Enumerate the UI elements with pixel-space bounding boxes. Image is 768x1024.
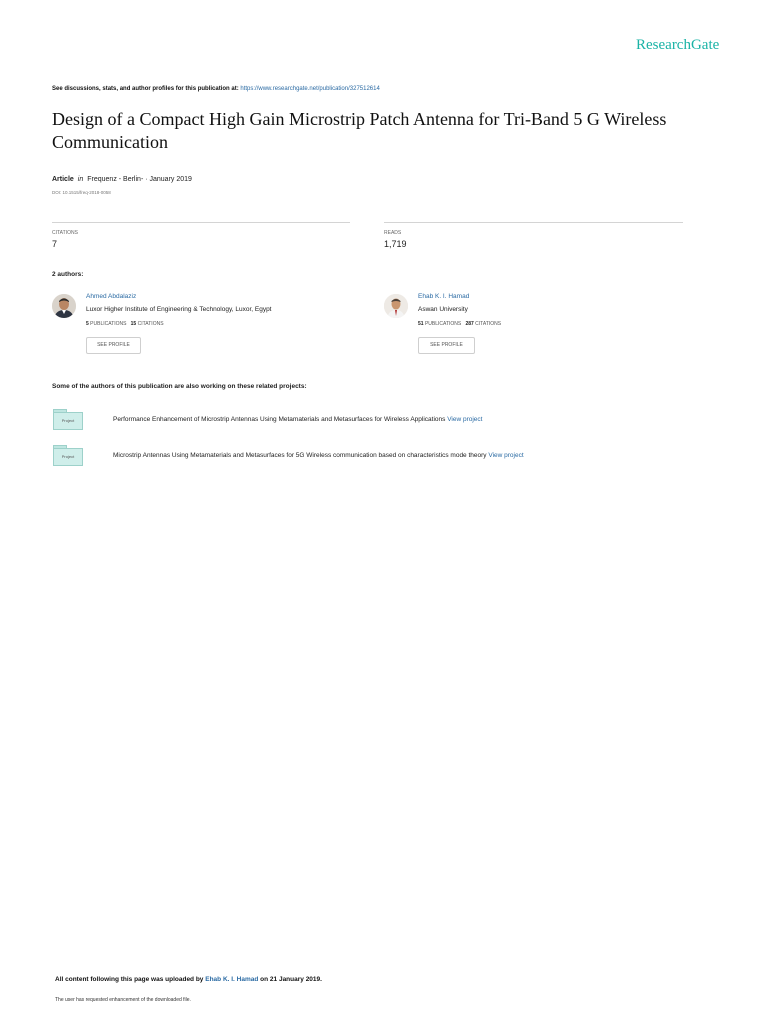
divider-citations — [52, 222, 350, 223]
uploader-link[interactable]: Ehab K. I. Hamad — [205, 976, 259, 983]
reads-value: 1,719 — [384, 239, 407, 249]
author-avatar[interactable] — [52, 294, 76, 318]
author-avatar[interactable] — [384, 294, 408, 318]
paper-meta — [52, 176, 192, 183]
author-publications-count: 5 — [86, 321, 89, 327]
author-name-link[interactable]: Ahmed Abdalaziz — [86, 293, 137, 300]
publications-label: PUBLICATIONS — [90, 321, 127, 327]
citations-value: 7 — [52, 239, 58, 249]
author-name-link[interactable]: Ehab K. I. Hamad — [418, 293, 470, 300]
publication-link-line — [52, 86, 380, 92]
view-project-link[interactable]: View project — [447, 416, 483, 423]
citations-label: CITATIONS — [52, 230, 78, 236]
article-type: Article — [52, 176, 74, 183]
person-photo-icon — [384, 294, 408, 318]
authors-heading: 2 authors: — [52, 271, 84, 278]
publication-url-link[interactable]: https://www.researchgate.net/publication/327512614 — [240, 86, 380, 92]
person-photo-icon — [52, 294, 76, 318]
paper-title: Design of a Compact High Gain Microstrip Patch Antenna for Tri-Band 5 G Wireless Communication — [52, 109, 667, 152]
divider-reads — [384, 222, 683, 223]
reads-label: READS — [384, 230, 402, 236]
project-title: Microstrip Antennas Using Metamaterials and Metasurfaces for 5G Wireless communication based on characteristics mode theory — [113, 452, 487, 459]
view-project-link[interactable]: View project — [488, 452, 524, 459]
author-institution: Luxor Higher Institute of Engineering & Technology, Luxor, Egypt — [86, 306, 272, 313]
project-item — [113, 452, 524, 459]
author-publications-count: 51 — [418, 321, 424, 327]
project-folder-icon[interactable] — [53, 445, 83, 466]
doi-text: DOI: 10.1515/freq-2018-0058 — [52, 190, 111, 195]
author-citations-count: 287 — [465, 321, 474, 327]
author-stats — [418, 321, 501, 327]
uploaded-prefix: All content following this page was uploaded by — [55, 976, 204, 983]
in-word: in — [77, 176, 84, 183]
related-projects-heading: Some of the authors of this publication are also working on these related projects: — [52, 383, 307, 390]
citations-label: CITATIONS — [137, 321, 164, 327]
project-item — [113, 416, 482, 423]
uploaded-suffix: on 21 January 2019. — [260, 976, 322, 983]
see-profile-button[interactable]: SEE PROFILE — [86, 337, 141, 354]
folder-label: Project — [53, 448, 83, 466]
project-folder-icon[interactable] — [53, 409, 83, 430]
project-title: Performance Enhancement of Microstrip Antennas Using Metamaterials and Metasurfaces for Wireless Applications — [113, 416, 446, 423]
folder-label: Project — [53, 412, 83, 430]
researchgate-logo[interactable]: ResearchGate — [636, 37, 720, 53]
see-profile-button[interactable]: SEE PROFILE — [418, 337, 475, 354]
see-discussions-text: See discussions, stats, and author profiles for this publication at: — [52, 86, 239, 92]
citations-label: CITATIONS — [475, 321, 502, 327]
enhancement-notice: The user has requested enhancement of the downloaded file. — [55, 997, 191, 1003]
journal-info: Frequenz - Berlin- · January 2019 — [87, 176, 192, 183]
upload-notice — [55, 976, 322, 983]
author-citations-count: 15 — [130, 321, 137, 327]
author-institution: Aswan University — [418, 306, 468, 313]
author-stats — [86, 321, 164, 327]
publications-label: PUBLICATIONS — [424, 321, 462, 327]
